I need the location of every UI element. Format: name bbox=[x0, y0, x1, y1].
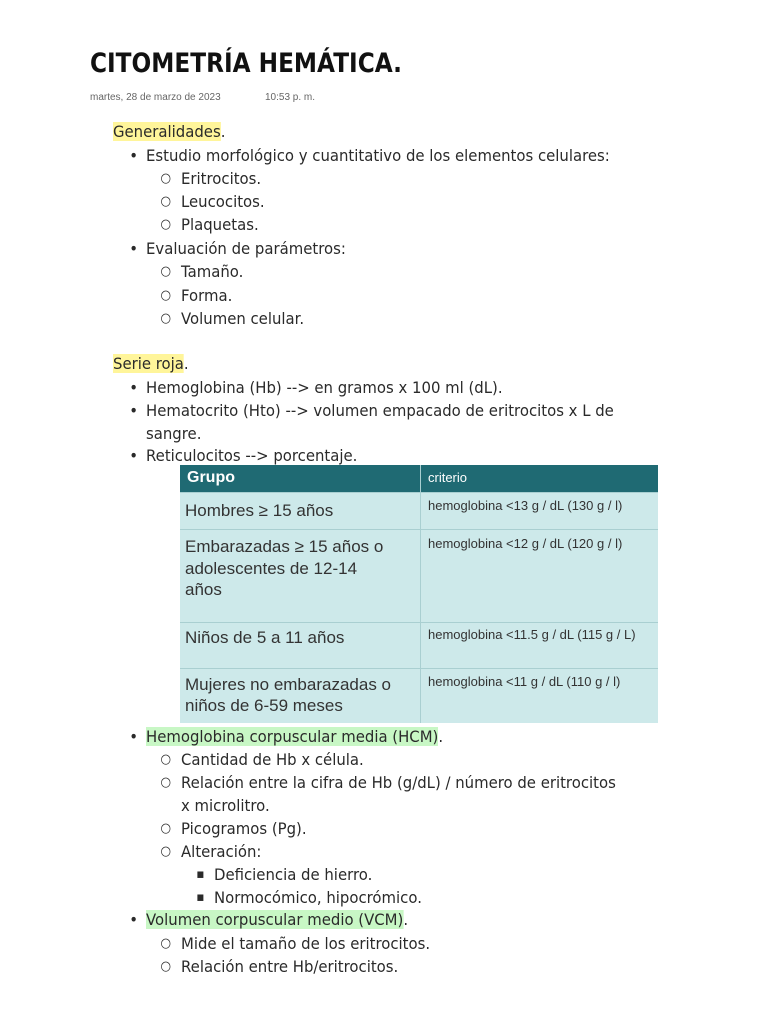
sub-sub-bullet-item: ▪ Deficiencia de hierro. bbox=[214, 863, 372, 886]
table-cell-criterio: hemoglobina <11 g / dL (110 g / l) bbox=[428, 674, 621, 689]
table-row bbox=[180, 622, 658, 668]
sub-bullet-item: ○ Cantidad de Hb x célula. bbox=[181, 748, 364, 771]
bullet-vcm bbox=[146, 908, 408, 931]
sub-bullet-item: ○ Relación entre Hb/eritrocitos. bbox=[181, 955, 398, 978]
heading-text: Serie roja bbox=[113, 354, 184, 373]
table-row bbox=[180, 492, 658, 529]
sub-bullet-item: ○ Picogramos (Pg). bbox=[181, 817, 307, 840]
bullet-item: • Evaluación de parámetros: bbox=[146, 237, 346, 260]
anemia-criteria-table bbox=[180, 465, 658, 723]
page-time: 10:53 p. m. bbox=[265, 92, 316, 103]
sub-bullet-item: ○ Volumen celular. bbox=[181, 307, 304, 330]
vcm-heading: Volumen corpuscular medio (VCM) bbox=[146, 910, 404, 929]
table-cell-grupo: niños de 6-59 meses bbox=[185, 696, 343, 715]
sub-bullet-item: ○ Alteración: bbox=[181, 840, 261, 863]
sub-bullet-item: ○ Tamaño. bbox=[181, 260, 243, 283]
sub-bullet-item: ○ Mide el tamaño de los eritrocitos. bbox=[181, 932, 430, 955]
sub-bullet-item: ○ Relación entre la cifra de Hb (g/dL) / número de eritrocitos bbox=[181, 771, 616, 794]
table-header-grupo: Grupo bbox=[187, 469, 235, 486]
sub-bullet-continuation: x microlitro. bbox=[181, 796, 270, 815]
heading-period: . bbox=[220, 122, 226, 141]
table-cell-grupo: años bbox=[185, 580, 222, 599]
table-cell-grupo: adolescentes de 12-14 bbox=[185, 559, 358, 578]
section-heading-generalidades bbox=[113, 120, 225, 143]
table-row bbox=[180, 529, 658, 622]
sub-bullet-item: ○ Eritrocitos. bbox=[181, 167, 261, 190]
table-cell-criterio: hemoglobina <11.5 g / dL (115 g / L) bbox=[428, 627, 636, 642]
section-heading-serie-roja bbox=[113, 352, 189, 375]
heading-text: Generalidades bbox=[113, 122, 221, 141]
heading-period: . bbox=[438, 727, 444, 746]
bullet-item: • Reticulocitos --> porcentaje. bbox=[146, 444, 357, 467]
sub-bullet-item: ○ Plaquetas. bbox=[181, 213, 259, 236]
hcm-heading: Hemoglobina corpuscular media (HCM) bbox=[146, 727, 439, 746]
table-header-criterio: criterio bbox=[428, 470, 468, 485]
page-date: martes, 28 de marzo de 2023 bbox=[90, 92, 221, 103]
table-header bbox=[180, 465, 658, 492]
heading-period: . bbox=[183, 354, 189, 373]
sub-bullet-item: ○ Leucocitos. bbox=[181, 190, 265, 213]
table-cell-grupo: Embarazadas ≥ 15 años o bbox=[185, 537, 384, 556]
bullet-hcm bbox=[146, 725, 443, 748]
table-cell-criterio: hemoglobina <12 g / dL (120 g / l) bbox=[428, 536, 623, 551]
sub-bullet-item: ○ Forma. bbox=[181, 284, 232, 307]
heading-period: . bbox=[403, 910, 409, 929]
table-row bbox=[180, 668, 658, 723]
table-cell-grupo: Mujeres no embarazadas o bbox=[185, 675, 392, 694]
bullet-item: • Hemoglobina (Hb) --> en gramos x 100 ml (dL). bbox=[146, 376, 503, 399]
table-cell-criterio: hemoglobina <13 g / dL (130 g / l) bbox=[428, 498, 623, 513]
bullet-continuation: sangre. bbox=[146, 424, 202, 443]
bullet-item: • Estudio morfológico y cuantitativo de los elementos celulares: bbox=[146, 144, 610, 167]
table-cell-grupo: Hombres ≥ 15 años bbox=[185, 501, 334, 520]
bullet-item: • Hematocrito (Hto) --> volumen empacado de eritrocitos x L de bbox=[146, 399, 614, 422]
sub-sub-bullet-item: ▪ Normocómico, hipocrómico. bbox=[214, 886, 422, 909]
table-cell-grupo: Niños de 5 a 11 años bbox=[185, 628, 345, 647]
page-title: CITOMETRÍA HEMÁTICA. bbox=[90, 48, 402, 79]
